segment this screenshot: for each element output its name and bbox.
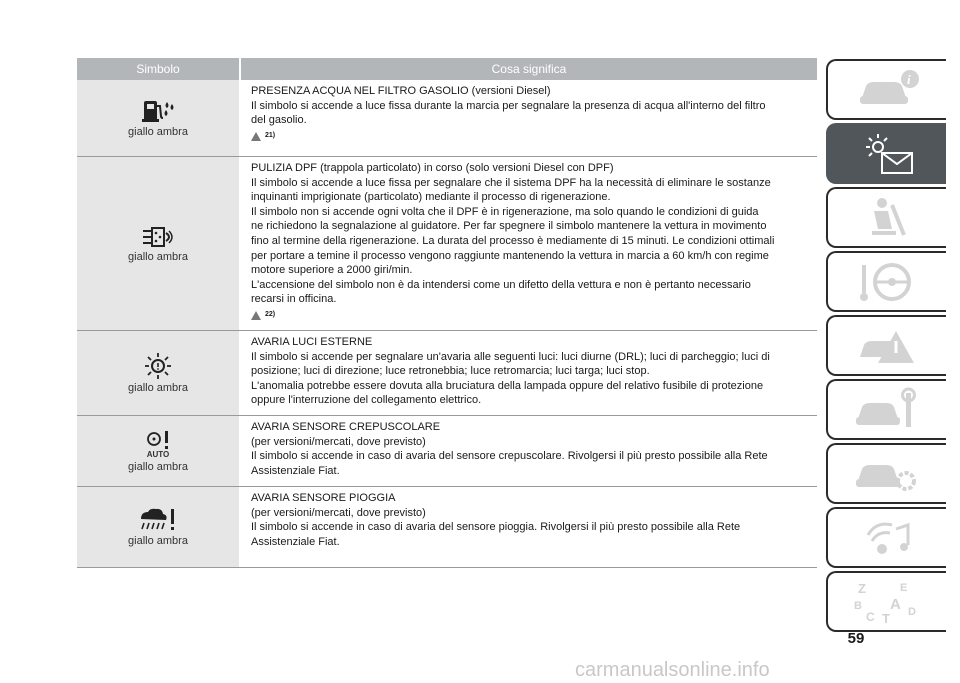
meaning-cell bbox=[239, 80, 817, 156]
tab-warning-lights[interactable] bbox=[826, 123, 946, 184]
meaning-cell bbox=[239, 331, 817, 415]
car-gear-specs-icon bbox=[852, 451, 922, 497]
row-text: Il simbolo non si accende ogni volta che il DPF è in rigenerazione, ma solo quando le condizioni di guida bbox=[251, 205, 759, 218]
svg-text:T: T bbox=[882, 610, 890, 625]
row-text: Il simbolo si accende a luce fissa durante la marcia per segnalare la presenza di acqua all'interno del filtro bbox=[251, 99, 766, 112]
row-text: L'anomalia potrebbe essere dovuta alla bruciatura della lampada oppure del relativo fusibile di protezione bbox=[251, 379, 764, 392]
header-symbol: Simbolo bbox=[136, 62, 180, 76]
row-text: oppure l'interruzione del collegamento elettrico. bbox=[251, 394, 482, 407]
warning-note bbox=[251, 129, 817, 144]
symbol-color-label: giallo ambra bbox=[128, 535, 188, 547]
row-text: L'accensione del simbolo non è da intendersi come un difetto della vettura e non è pertanto necessario bbox=[251, 278, 751, 291]
row-text: ne richiedono la segnalazione al guidatore. Per far spegnere il simbolo mantenere la vettura in movimento bbox=[251, 220, 767, 233]
svg-text:C: C bbox=[866, 609, 875, 624]
row-text: Il simbolo si accende a luce fissa per segnalare che il sistema DPF ha la necessità di eliminare le sostanze bbox=[251, 176, 771, 189]
tab-multimedia[interactable] bbox=[826, 507, 946, 568]
row-text: motore superiore a 2000 giri/min. bbox=[251, 264, 413, 277]
row-text: posizione; luci di direzione; luce retronebbia; luce retromarcia; luci targa; luci stop. bbox=[251, 365, 650, 378]
meaning-cell bbox=[239, 487, 817, 567]
row-text: fino al termine della rigenerazione. La durata del processo è mediamente di 15 minuti. Le condizioni ottimali bbox=[251, 234, 775, 247]
alphabetical-index-icon bbox=[852, 579, 922, 625]
row-text: recarsi in officina. bbox=[251, 293, 337, 306]
tab-maintenance[interactable] bbox=[826, 379, 946, 440]
tab-index[interactable] bbox=[826, 571, 946, 632]
row-text: Il simbolo si accende in caso di avaria del sensore crepuscolare. Rivolgersi il più presto possibile alla Rete bbox=[251, 450, 768, 463]
svg-text:A: A bbox=[890, 595, 901, 613]
symbol-color-label: giallo ambra bbox=[128, 382, 188, 394]
tab-safety[interactable] bbox=[826, 187, 946, 248]
row-text: (per versioni/mercati, dove previsto) bbox=[251, 506, 426, 519]
row-text: Il simbolo si accende per segnalare un'avaria alle seguenti luci: luci diurne (DRL); luci di parcheggio; luci di bbox=[251, 350, 770, 363]
row-text: per portare a temine il processo vengono raggiunte mantenendo la vettura in marcia a 60 km/h con regime bbox=[251, 249, 769, 262]
row-text: inquinanti imprigionate (particolato) mediante il processo di rigenerazione. bbox=[251, 191, 611, 204]
steering-wheel-key-icon bbox=[852, 259, 922, 305]
row-text: del gasolio. bbox=[251, 114, 307, 127]
car-maintenance-icon bbox=[852, 387, 922, 433]
tab-emergency[interactable] bbox=[826, 315, 946, 376]
symbol-cell bbox=[77, 157, 239, 330]
tab-technical-data[interactable] bbox=[826, 443, 946, 504]
row-title: PRESENZA ACQUA NEL FILTRO GASOLIO (versioni Diesel) bbox=[251, 85, 551, 97]
symbol-color-label: giallo ambra bbox=[128, 250, 188, 263]
page-number: 59 bbox=[847, 630, 865, 647]
twilight-sensor-failure-icon bbox=[141, 430, 175, 459]
symbol-cell bbox=[77, 331, 239, 415]
row-text: (per versioni/mercati, dove previsto) bbox=[251, 435, 426, 448]
row-text: Il simbolo si accende in caso di avaria del sensore pioggia. Rivolgersi il più presto possibile alla Rete bbox=[251, 521, 741, 534]
symbol-cell bbox=[77, 487, 239, 567]
row-title: AVARIA SENSORE CREPUSCOLARE bbox=[251, 421, 441, 433]
symbol-color-label: giallo ambra bbox=[128, 460, 188, 473]
svg-text:i: i bbox=[907, 71, 911, 87]
warning-note bbox=[251, 308, 817, 323]
row-text: Assistenziale Fiat. bbox=[251, 535, 340, 548]
row-title: PULIZIA DPF (trappola particolato) in corso (solo versioni Diesel con DPF) bbox=[251, 162, 614, 174]
header-meaning: Cosa significa bbox=[239, 58, 817, 80]
table-header bbox=[77, 58, 817, 80]
table-row bbox=[77, 331, 817, 416]
table-row bbox=[77, 80, 817, 157]
table-row bbox=[77, 157, 817, 331]
meaning-cell bbox=[239, 416, 817, 486]
row-title: AVARIA LUCI ESTERNE bbox=[251, 336, 373, 348]
warning-lights-table bbox=[77, 58, 817, 568]
meaning-cell bbox=[239, 157, 817, 330]
symbol-cell bbox=[77, 416, 239, 486]
water-in-fuel-icon bbox=[141, 98, 175, 124]
note-ref: 21) bbox=[265, 131, 276, 139]
multimedia-icon bbox=[852, 515, 922, 561]
car-info-icon bbox=[852, 68, 922, 112]
row-title: AVARIA SENSORE PIOGGIA bbox=[251, 492, 396, 504]
caution-icon bbox=[251, 132, 261, 141]
tab-starting-driving[interactable] bbox=[826, 251, 946, 312]
row-text: Assistenziale Fiat. bbox=[251, 464, 340, 477]
auto-label: AUTO bbox=[146, 449, 170, 459]
car-breakdown-icon bbox=[852, 323, 922, 369]
svg-text:Z: Z bbox=[858, 580, 866, 596]
svg-text:D: D bbox=[908, 605, 916, 618]
table-row bbox=[77, 416, 817, 487]
symbol-cell bbox=[77, 80, 239, 156]
note-ref: 22) bbox=[265, 310, 276, 318]
rain-sensor-failure-icon bbox=[138, 507, 178, 533]
table-row bbox=[77, 487, 817, 568]
svg-text:B: B bbox=[854, 599, 862, 612]
warning-light-message-icon bbox=[852, 131, 922, 177]
tab-car-info[interactable] bbox=[826, 59, 946, 120]
seat-airbag-icon bbox=[852, 195, 922, 241]
svg-text:E: E bbox=[900, 581, 908, 594]
watermark: carmanualsonline.info bbox=[575, 659, 770, 681]
caution-icon bbox=[251, 311, 261, 320]
symbol-color-label: giallo ambra bbox=[128, 126, 188, 138]
exterior-light-failure-icon bbox=[141, 352, 175, 380]
dpf-cleaning-icon bbox=[141, 225, 175, 249]
